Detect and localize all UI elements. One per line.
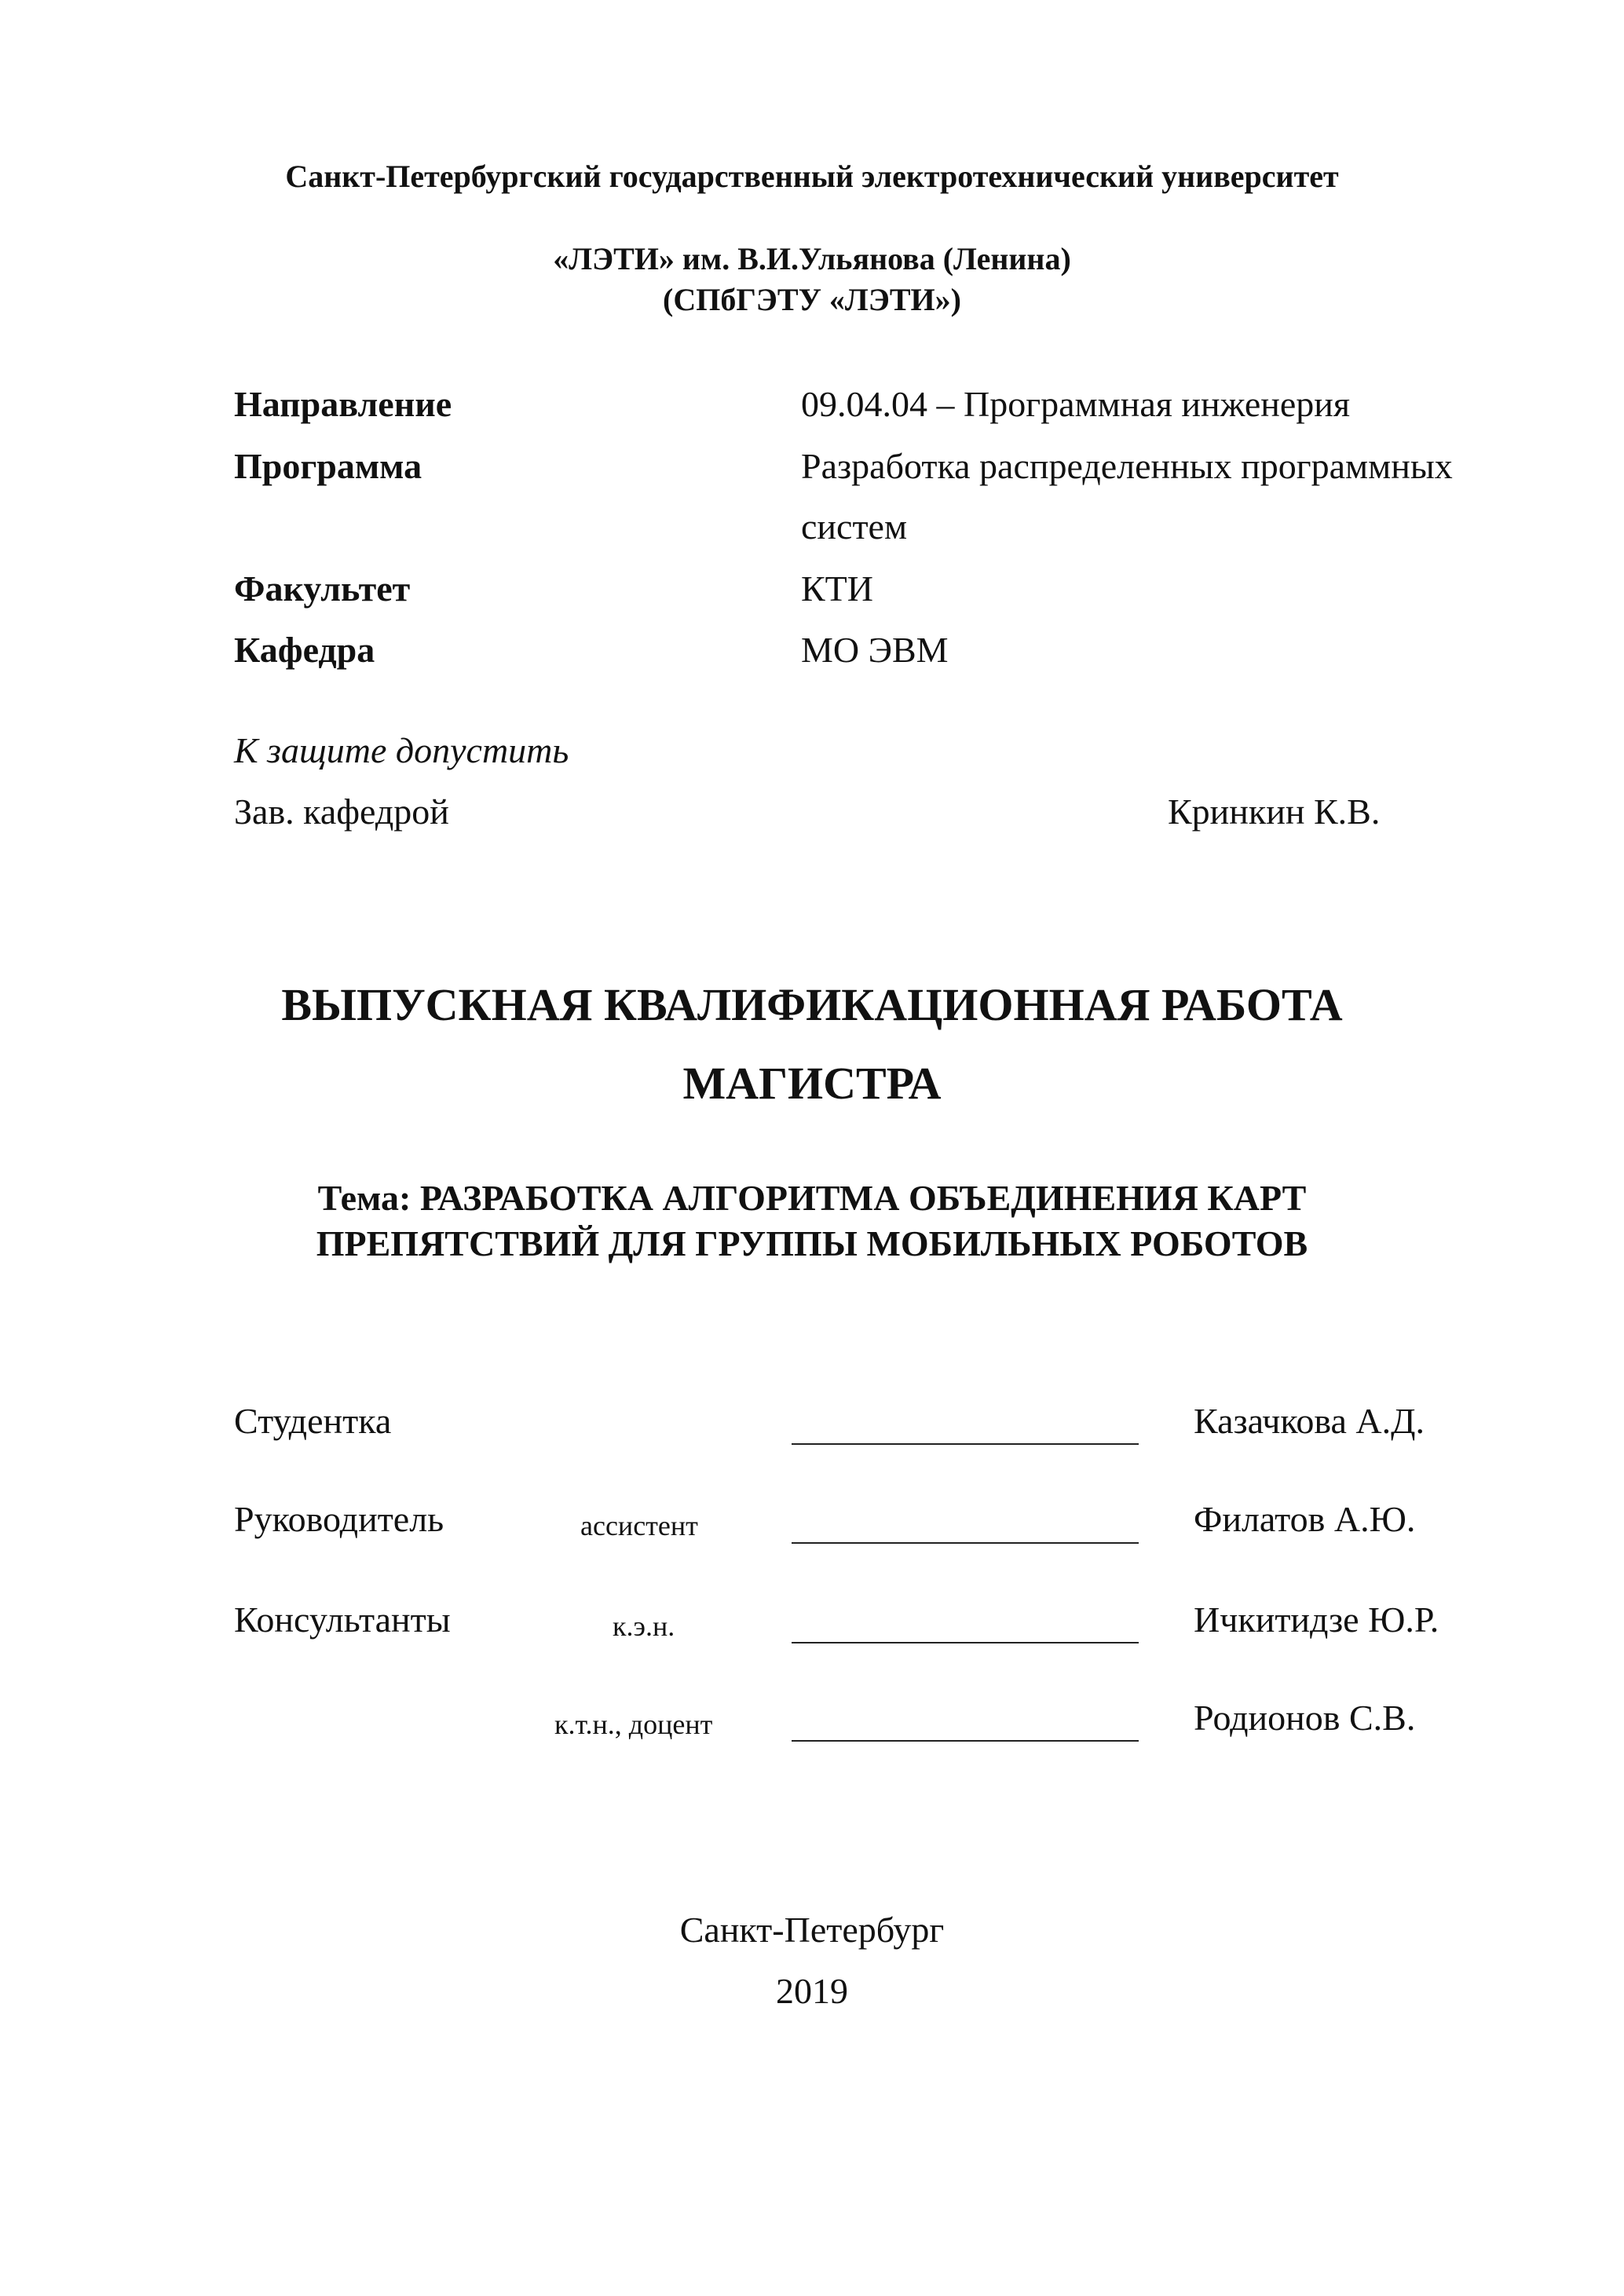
signature-name-consultant2: Родионов С.В. (1194, 1698, 1416, 1738)
signature-line-consultant2 (792, 1740, 1139, 1742)
signature-name-consultant1: Ичкитидзе Ю.Р. (1194, 1600, 1439, 1640)
info-label-department: Кафедра (234, 630, 375, 670)
approval-name: Кринкин К.В. (1168, 792, 1381, 832)
signature-line-consultant1 (792, 1642, 1139, 1643)
signature-degree-consultant2: к.т.н., доцент (554, 1709, 713, 1740)
info-label-direction: Направление (234, 384, 452, 424)
info-value-program: Разработка распределенных программных (801, 446, 1453, 486)
work-title-line1: ВЫПУСКНАЯ КВАЛИФИКАЦИОННАЯ РАБОТА (281, 979, 1343, 1030)
university-name: Санкт-Петербургский государственный электротехнический университет (285, 159, 1339, 194)
approval-role: Зав. кафедрой (234, 792, 449, 832)
university-short-name: «ЛЭТИ» им. В.И.Ульянова (Ленина) (553, 241, 1071, 276)
signature-role-supervisor: Руководитель (234, 1499, 444, 1539)
work-topic-line1: Тема: РАЗРАБОТКА АЛГОРИТМА ОБЪЕДИНЕНИЯ КАРТ (317, 1178, 1307, 1218)
signature-name-supervisor: Филатов А.Ю. (1194, 1499, 1416, 1539)
signature-role-consultants: Консультанты (234, 1600, 451, 1640)
info-value-department: МО ЭВМ (801, 630, 949, 670)
info-value-program-cont: систем (801, 506, 908, 547)
signature-line-supervisor (792, 1542, 1139, 1544)
signature-name-student: Казачкова А.Д. (1194, 1401, 1425, 1441)
university-abbreviation: (СПбГЭТУ «ЛЭТИ») (663, 282, 961, 317)
signature-degree-consultant1: к.э.н. (613, 1610, 675, 1642)
info-value-direction: 09.04.04 – Программная инженерия (801, 384, 1351, 424)
work-title-line2: МАГИСТРА (682, 1058, 942, 1109)
footer-city: Санкт-Петербург (679, 1910, 945, 1950)
signature-role-student: Студентка (234, 1401, 392, 1441)
info-label-faculty: Факультет (234, 569, 411, 609)
footer-year: 2019 (776, 1971, 848, 2011)
signature-degree-supervisor: ассистент (580, 1510, 698, 1541)
info-label-program: Программа (234, 446, 422, 486)
work-topic-line2: ПРЕПЯТСТВИЙ ДЛЯ ГРУППЫ МОБИЛЬНЫХ РОБОТОВ (316, 1223, 1308, 1263)
info-value-faculty: КТИ (801, 569, 873, 609)
signature-line-student (792, 1443, 1139, 1445)
approval-title: К защите допустить (234, 730, 569, 770)
